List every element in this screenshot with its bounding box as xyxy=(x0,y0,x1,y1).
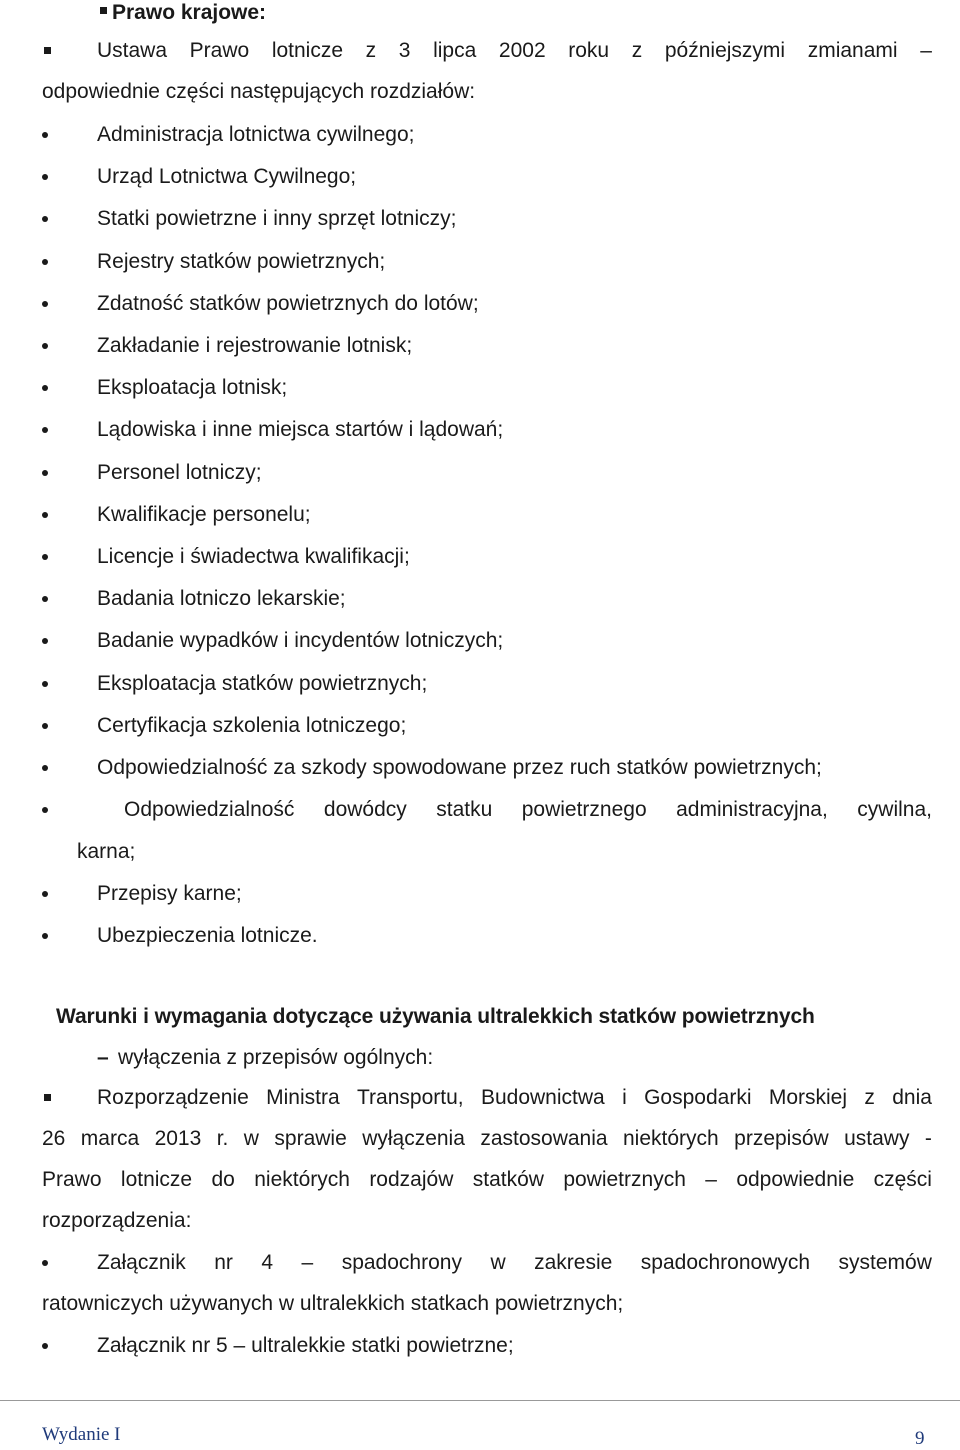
annex-4-line-1 xyxy=(97,1250,932,1276)
heading-bullet-icon xyxy=(100,7,107,14)
annex-5: Załącznik nr 5 – ultralekkie statki powietrzne; xyxy=(97,1334,514,1357)
list-item: Rejestry statków powietrznych; xyxy=(97,249,386,273)
regulation-line-1 xyxy=(97,1085,932,1111)
list-item: Ubezpieczenia lotnicze. xyxy=(97,924,318,947)
list-item: Badania lotniczo lekarskie; xyxy=(97,587,346,611)
bullet-icon xyxy=(42,385,48,391)
list-item: Odpowiedzialność za szkody spowodowane przez ruch statków powietrznych; xyxy=(97,756,822,779)
word: roku xyxy=(568,39,610,62)
regulation-line-2 xyxy=(42,1126,932,1152)
word: Transportu, xyxy=(357,1086,464,1109)
regulation-line-4: rozporządzenia: xyxy=(42,1209,192,1232)
list-item-liability-line-2: karna; xyxy=(77,840,136,863)
footer-page-number: 9 xyxy=(915,1428,925,1449)
word: niektórych xyxy=(623,1127,719,1150)
word: – xyxy=(705,1168,717,1191)
bullet-icon xyxy=(42,554,48,560)
word: - xyxy=(924,1127,932,1150)
word: cywilna, xyxy=(857,798,932,821)
bullet-icon xyxy=(42,259,48,265)
act-title-line-1 xyxy=(97,38,932,64)
word: z xyxy=(365,39,377,62)
bullet-icon xyxy=(42,596,48,602)
list-item: Zdatność statków powietrznych do lotów; xyxy=(97,291,479,315)
word: dowódcy xyxy=(323,798,407,821)
footer-divider xyxy=(0,1400,960,1401)
regulation-line-3 xyxy=(42,1167,932,1193)
list-item: Administracja lotnictwa cywilnego; xyxy=(97,123,415,146)
word: Gospodarki xyxy=(644,1086,752,1109)
bullet-icon xyxy=(42,216,48,222)
word: Rozporządzenie xyxy=(97,1086,249,1109)
word: lotnicze xyxy=(271,39,344,62)
word: systemów xyxy=(838,1251,932,1274)
word: Ustawa xyxy=(97,39,168,62)
word: przepisów xyxy=(734,1127,829,1150)
word: 26 xyxy=(42,1127,66,1150)
word: z xyxy=(864,1086,875,1109)
bullet-icon xyxy=(42,512,48,518)
word: nr xyxy=(214,1251,233,1274)
word: administracyjna, xyxy=(676,798,828,821)
bullet-icon xyxy=(42,174,48,180)
word: niektórych xyxy=(254,1168,350,1191)
section-heading-ultralight: Warunki i wymagania dotyczące używania ultralekkich statków powietrznych xyxy=(56,1005,815,1028)
word: w xyxy=(490,1251,506,1274)
bullet-icon xyxy=(42,343,48,349)
section-heading-national-law: Prawo krajowe: xyxy=(112,1,267,24)
word: 2013 xyxy=(154,1127,202,1150)
list-item: Lądowiska i inne miejsca startów i lądowań; xyxy=(97,418,504,442)
word: z xyxy=(631,39,643,62)
section-subheading-ultralight: wyłączenia z przepisów ogólnych: xyxy=(118,1046,434,1069)
bullet-icon xyxy=(42,427,48,433)
bullet-icon xyxy=(42,933,48,939)
word: spadochronowych xyxy=(640,1251,811,1274)
word: statku xyxy=(436,798,493,821)
word: – xyxy=(920,39,932,62)
bullet-icon xyxy=(42,723,48,729)
word: dnia xyxy=(892,1086,932,1109)
word: Prawo xyxy=(42,1168,102,1191)
word: i xyxy=(622,1086,627,1109)
word: 3 xyxy=(398,39,411,62)
bullet-icon xyxy=(42,1343,48,1349)
word: odpowiednie xyxy=(736,1168,855,1191)
bullet-icon xyxy=(42,807,48,813)
word: statków xyxy=(472,1168,544,1191)
bullet-icon xyxy=(42,132,48,138)
word: lotnicze xyxy=(120,1168,193,1191)
bullet-icon xyxy=(42,470,48,476)
bullet-icon xyxy=(42,765,48,771)
word: marca xyxy=(80,1127,140,1150)
bullet-icon xyxy=(42,681,48,687)
list-item: Urząd Lotnictwa Cywilnego; xyxy=(97,165,357,189)
word: Prawo xyxy=(189,39,250,62)
word: zastosowania xyxy=(480,1127,608,1150)
list-item-liability-line-1 xyxy=(124,797,932,823)
word: – xyxy=(301,1251,314,1274)
square-bullet-icon xyxy=(44,47,51,54)
word: lipca xyxy=(433,39,477,62)
bullet-icon xyxy=(42,1260,48,1266)
word: wyłączenia xyxy=(362,1127,465,1150)
list-item: Eksploatacja lotnisk; xyxy=(97,376,288,400)
list-item: Eksploatacja statków powietrznych; xyxy=(97,671,428,695)
square-bullet-icon xyxy=(44,1094,51,1101)
annex-4-line-2: ratowniczych używanych w ultralekkich statkach powietrznych; xyxy=(42,1292,624,1315)
list-item: Certyfikacja szkolenia lotniczego; xyxy=(97,713,407,737)
bullet-icon xyxy=(42,301,48,307)
bullet-icon xyxy=(42,891,48,897)
word: ustawy xyxy=(844,1127,910,1150)
word: Budownictwa xyxy=(480,1086,605,1109)
list-item: Przepisy karne; xyxy=(97,882,242,905)
word: zakresie xyxy=(534,1251,613,1274)
word: r. xyxy=(216,1127,229,1150)
word: 2002 xyxy=(498,39,546,62)
word: części xyxy=(873,1168,932,1191)
word: Odpowiedzialność xyxy=(124,798,295,821)
word: powietrznego xyxy=(521,798,647,821)
act-title-line-2: odpowiednie części następujących rozdziałów: xyxy=(42,80,476,103)
list-item: Zakładanie i rejestrowanie lotnisk; xyxy=(97,334,413,357)
list-item: Personel lotniczy; xyxy=(97,460,262,484)
word: 4 xyxy=(261,1251,274,1274)
word: zmianami xyxy=(807,39,898,62)
word: Morskiej xyxy=(768,1086,848,1109)
word: sprawie xyxy=(274,1127,347,1150)
word: w xyxy=(243,1127,259,1150)
word: spadochrony xyxy=(341,1251,462,1274)
list-item: Kwalifikacje personelu; xyxy=(97,502,311,526)
word: powietrznych xyxy=(563,1168,686,1191)
word: późniejszymi xyxy=(664,39,786,62)
word: rodzajów xyxy=(369,1168,454,1191)
list-item: Badanie wypadków i incydentów lotniczych; xyxy=(97,629,504,653)
bullet-icon xyxy=(42,638,48,644)
word: Załącznik xyxy=(97,1251,186,1274)
list-item: Statki powietrzne i inny sprzęt lotniczy; xyxy=(97,207,457,231)
footer-edition: Wydanie I xyxy=(42,1424,121,1445)
word: do xyxy=(211,1168,235,1191)
heading-dash: – xyxy=(97,1046,109,1069)
word: Ministra xyxy=(266,1086,340,1109)
list-item: Licencje i świadectwa kwalifikacji; xyxy=(97,545,410,568)
